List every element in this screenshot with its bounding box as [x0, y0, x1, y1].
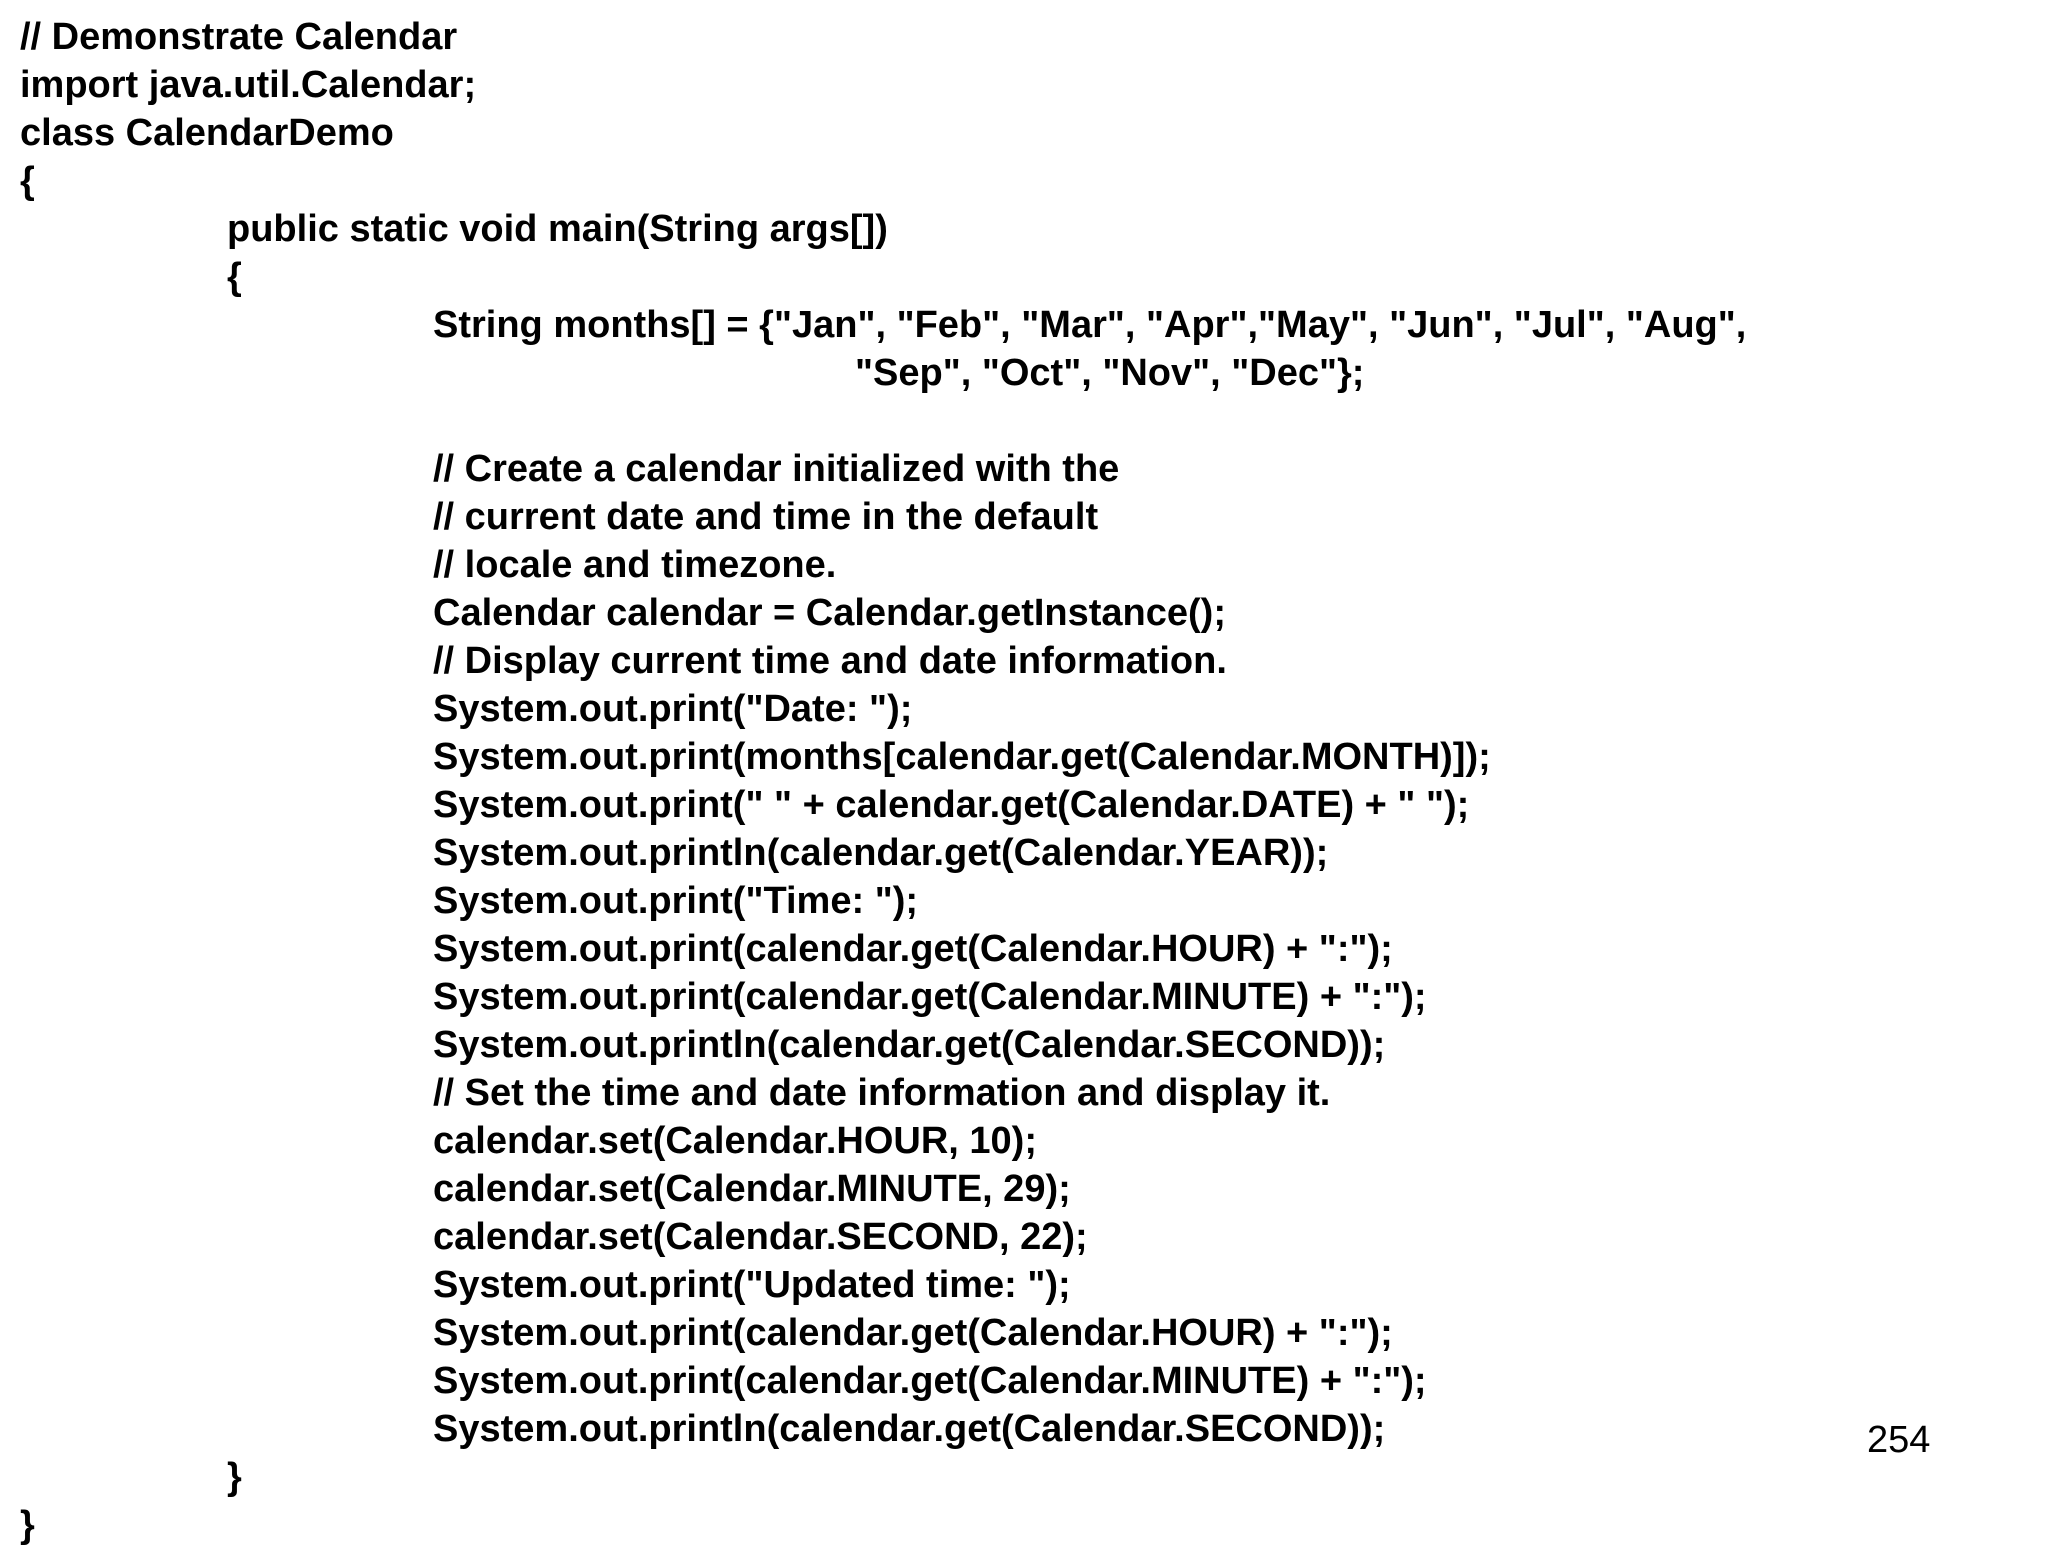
code-line: // Set the time and date information and display it.	[433, 1072, 1331, 1114]
code-line: "Sep", "Oct", "Nov", "Dec"};	[855, 352, 1365, 394]
code-line: System.out.print(" " + calendar.get(Calendar.DATE) + " ");	[433, 784, 1470, 826]
code-line: // Display current time and date information.	[433, 640, 1227, 682]
code-line: System.out.print(calendar.get(Calendar.MINUTE) + ":");	[433, 976, 1427, 1018]
code-line: System.out.print(calendar.get(Calendar.HOUR) + ":");	[433, 928, 1393, 970]
code-line: System.out.println(calendar.get(Calendar.YEAR));	[433, 832, 1329, 874]
code-line: class CalendarDemo	[20, 112, 394, 154]
code-line: System.out.println(calendar.get(Calendar.SECOND));	[433, 1024, 1386, 1066]
code-line: }	[227, 1456, 242, 1498]
code-line: System.out.println(calendar.get(Calendar.SECOND));	[433, 1408, 1386, 1450]
code-line: // Create a calendar initialized with the	[433, 448, 1120, 490]
code-line: }	[20, 1504, 35, 1546]
code-line: System.out.print("Updated time: ");	[433, 1264, 1071, 1306]
code-line: System.out.print("Date: ");	[433, 688, 913, 730]
code-line: {	[20, 160, 35, 202]
code-line: // current date and time in the default	[433, 496, 1099, 538]
code-line: System.out.print(calendar.get(Calendar.HOUR) + ":");	[433, 1312, 1393, 1354]
code-line: public static void main(String args[])	[227, 208, 888, 250]
code-line: System.out.print("Time: ");	[433, 880, 919, 922]
code-line: System.out.print(calendar.get(Calendar.MINUTE) + ":");	[433, 1360, 1427, 1402]
code-line: calendar.set(Calendar.SECOND, 22);	[433, 1216, 1088, 1258]
code-line: String months[] = {"Jan", "Feb", "Mar", "Apr","May", "Jun", "Jul", "Aug",	[433, 304, 1747, 346]
code-line: // locale and timezone.	[433, 544, 837, 586]
code-line: calendar.set(Calendar.MINUTE, 29);	[433, 1168, 1071, 1210]
code-line: // Demonstrate Calendar	[20, 16, 458, 58]
code-line: calendar.set(Calendar.HOUR, 10);	[433, 1120, 1037, 1162]
page-number: 254	[1867, 1419, 1931, 1461]
code-line: System.out.print(months[calendar.get(Calendar.MONTH)]);	[433, 736, 1491, 778]
code-line: Calendar calendar = Calendar.getInstance();	[433, 592, 1226, 634]
code-line: import java.util.Calendar;	[20, 64, 477, 106]
code-line: {	[227, 256, 242, 298]
